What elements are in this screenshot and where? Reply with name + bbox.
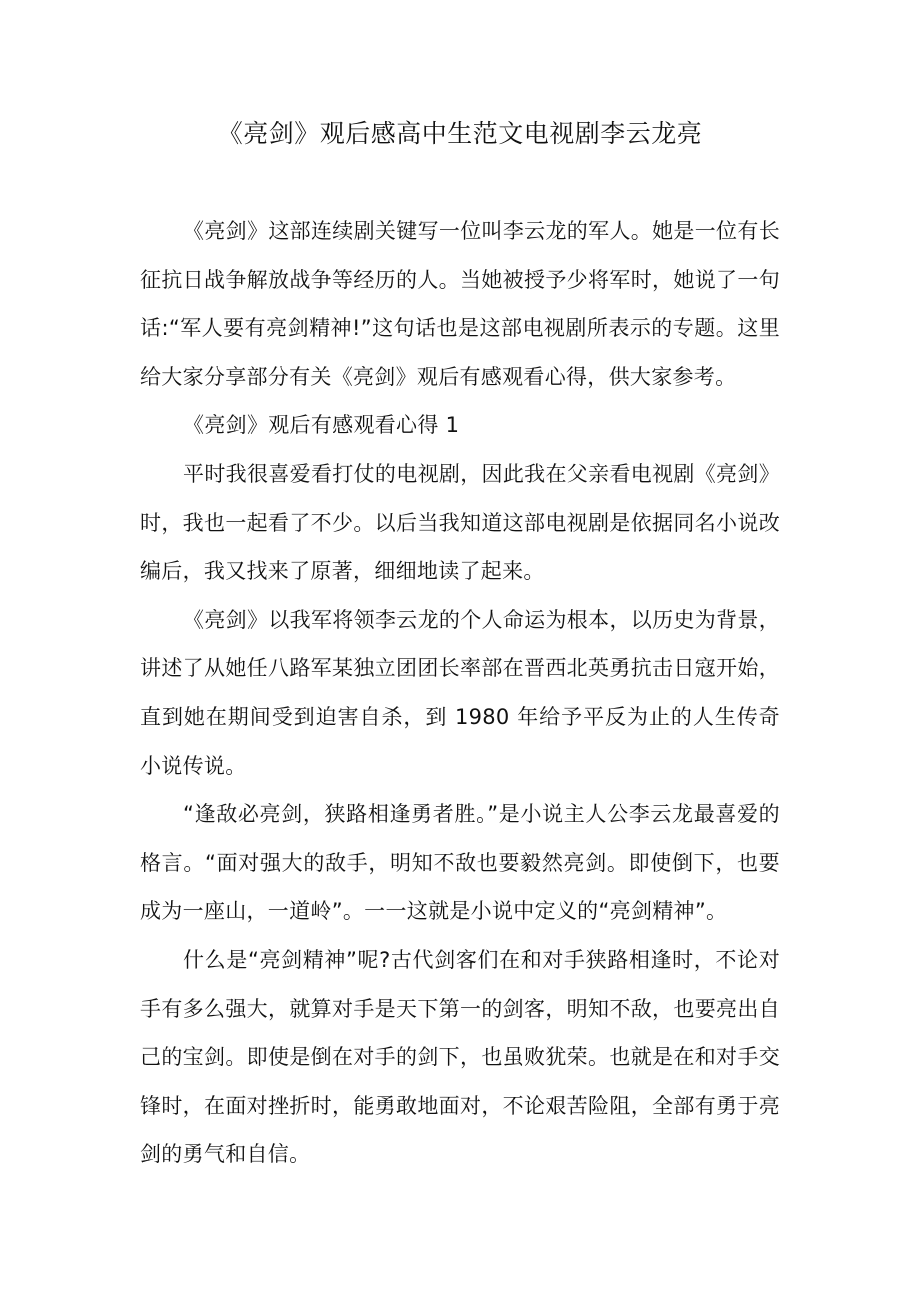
paragraph: “逢敌必亮剑，狭路相逢勇者胜。”是小说主人公李云龙最喜爱的格言。“面对强大的敌手，明知不敌也要毅然亮剑。即使倒下，也要成为一座山，一道岭”。一一这就是小说中定义的“亮剑精神”。: [140, 802, 780, 924]
paragraph-intro: 《亮剑》这部连续剧关键写一位叫李云龙的军人。她是一位有长征抗日战争解放战争等经历的人。当她被授予少将军时，她说了一句话:“军人要有亮剑精神!”这句话也是这部电视剧所表示的专题。这里给大家分享部分有关《亮剑》观后有感观看心得，供大家参考。: [140, 219, 780, 389]
paragraph: 什么是“亮剑精神”呢?古代剑客们在和对手狭路相逢时，不论对手有多么强大，就算对手是天下第一的剑客，明知不敌，也要亮出自己的宝剑。即使是倒在对手的剑下，也虽败犹荣。也就是在和对手交锋时，在面对挫折时，能勇敢地面对，不论艰苦险阻，全部有勇于亮剑的勇气和自信。: [140, 947, 780, 1167]
document-title: 《亮剑》观后感高中生范文电视剧李云龙亮: [217, 119, 703, 148]
paragraph: 《亮剑》以我军将领李云龙的个人命运为根本，以历史为背景，讲述了从她任八路军某独立团团长率部在晋西北英勇抗击日寇开始，直到她在期间受到迫害自杀，到 1980 年给予平反为止的人生传奇小说传说。: [140, 607, 780, 778]
paragraph: 平时我很喜爱看打仗的电视剧，因此我在父亲看电视剧《亮剑》时，我也一起看了不少。以后当我知道这部电视剧是依据同名小说改编后，我又找来了原著，细细地读了起来。: [140, 461, 780, 584]
section-heading: 《亮剑》观后有感观看心得 1: [183, 413, 460, 438]
document-body: [140, 207, 780, 1179]
